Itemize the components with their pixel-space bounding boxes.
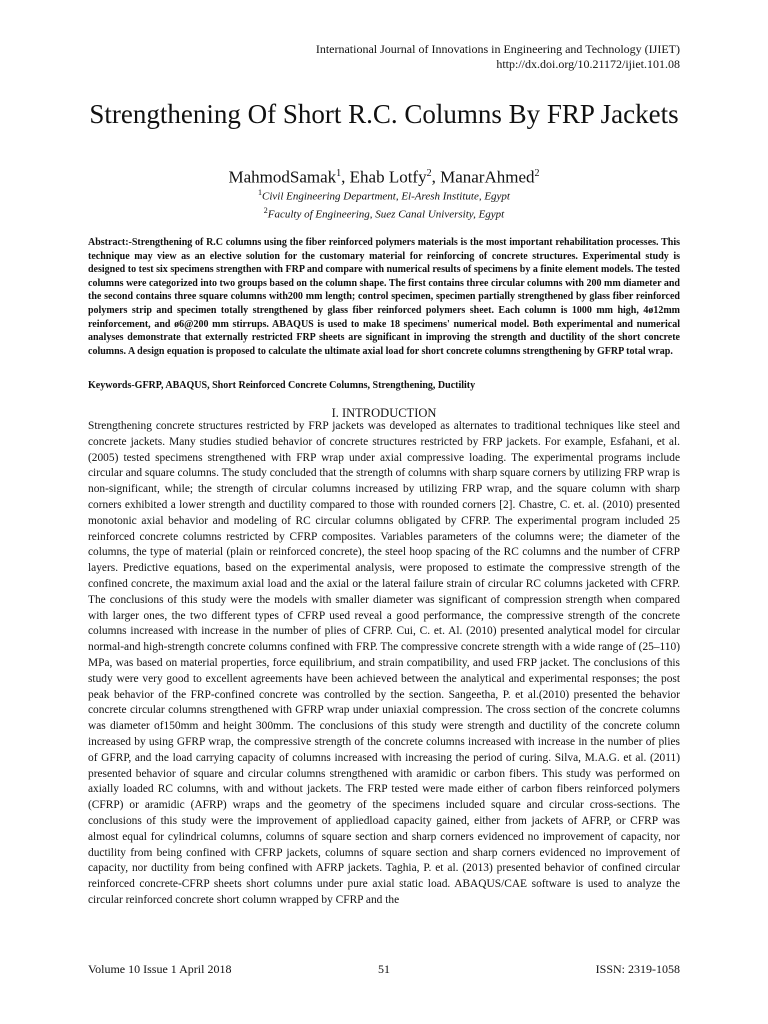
- affiliation-marker: 1: [258, 188, 263, 197]
- affiliation-text: Faculty of Engineering, Suez Canal University, Egypt: [267, 208, 505, 221]
- paper-title: Strengthening Of Short R.C. Columns By FRP Jackets: [89, 99, 679, 129]
- doi-link[interactable]: http://dx.doi.org/10.21172/ijiet.101.08: [496, 57, 680, 71]
- affiliation-text: Civil Engineering Department, El-Aresh Institute, Egypt: [262, 190, 510, 203]
- author-affiliation-marker: 2: [534, 168, 540, 179]
- page-footer: [88, 962, 680, 978]
- abstract: Abstract:-Strengthening of R.C columns using the fiber reinforced polymers materials is the most important rehabilitation processes. This technique may view as an elective solution for the customary material for reinforcing of concrete structures. Experimental study is designed to test six specimens strengthen with FRP and compare with numerical results of specimens by a finite element models. The tested columns were categorized into two groups based on the column shape. The first contains three circular columns with 200 mm diameter and the second contains three square columns with200 mm length; control specimen, specimen partially strengthened by glass fiber reinforced polymers strip and specimen totally strengthened by glass fiber reinforced polymers sheet. Each column is 1000 mm high, 4ø12mm reinforcement, and ø6@200 mm stirrups. ABAQUS is used to make 18 specimens' numerical model. Both experimental and numerical analyses demonstrate that externally restricted FRP sheets are significant in improving the strength and ductility of the short concrete columns. A design equation is proposed to calculate the ultimate axial load for short concrete columns strengthening by GFRP total wrap.: [88, 237, 680, 357]
- journal-name: International Journal of Innovations in Engineering and Technology (IJIET): [315, 42, 680, 56]
- affiliation-line: [88, 204, 680, 222]
- section-heading-introduction: I. INTRODUCTION: [331, 406, 437, 420]
- author-name: ManarAhmed: [440, 167, 535, 187]
- keywords: Keywords-GFRP, ABAQUS, Short Reinforced Concrete Columns, Strengthening, Ductility: [88, 380, 476, 391]
- affiliation-list: [88, 186, 680, 221]
- author-affiliation-marker: 2: [426, 168, 432, 179]
- author-affiliation-marker: 1: [336, 168, 342, 179]
- author-list: MahmodSamak$^1$, Ehab Lotfy$^2$, ManarAhmed$^2$: [228, 167, 540, 187]
- journal-header: [316, 42, 680, 72]
- footer-volume: Volume 10 Issue 1 April 2018: [88, 962, 232, 976]
- introduction-body: Strengthening concrete structures restricted by FRP jackets was developed as alternates to traditional techniques like steel and concrete jackets. Many studies studied behavior of concrete structures restricted by FRP jackets. For example, Esfahani, et al. (2005) tested specimens strengthened with FRP wrap under axial compressive loading. The experimental programs include circular and square columns. The study concluded that the strength of columns with sharp square corners by utilizing FRP wrap is non-significant, while; the strength of circular columns increased by utilizing FRP wrap, and the square column with sharp corners exhibited a lower strength and ductility compared to those with rounded corners [2]. Chastre, C. et. al. (2010) presented monotonic axial behavior and modeling of RC circular columns obligated by CFRP. The experimental program included 25 reinforced concrete columns restricted by CFRP composites. Variables parameters of the columns were; the diameter of the columns, the type of material (plain or reinforced concrete), the steel hoop spacing of the RC columns and the number of CFRP layers. Predictive equations, based on the experimental analysis, were proposed to estimate the compressive strength of the confined concrete, the maximum axial load and the axial or the lateral failure strain of circular RC columns jacketed with CFRP. The conclusions of this study were the models with smaller diameter was significant of compression strength when compared with larger ones, the two different types of CFRP used reveal a good performance, the compressive strength of the concrete columns increased with increase in the number of plies of CFRP. Cui, C. et. Al. (2010) presented analytical model for circular normal-and high-strength concrete columns confined with FRP. The compressive concrete strength with a wide range of (25–110) MPa, was based on material properties, force equilibrium, and strain compatibility, and used FRP jacket. The conclusions of this study were very good to excellent agreements have been achieved between the analytical and experimental responses; the post peak behavior of the FRP-confined concrete was controlled by the section. Sangeetha, P. et al.(2010) presented the behavior concrete circular columns strengthened with GFRP wrap under uniaxial compression. The cross section of the concrete columns was diameter of150mm and height 300mm. The conclusions of this study were strength and ductility of the concrete column increased by using GFRP wrap, the compressive strength of the concrete columns increased with increase in the number of plies of GFRP, and the load carrying capacity of columns increased with increasing the period of curing. Silva, M.A.G. et al. (2011) presented behavior of square and circular columns strengthened with aramidic or carbon fibers. This study was performed on axially loaded RC columns, with and without jackets. The FRP tested were made either of carbon fibers reinforced polymers (CFRP) or aramidic (AFRP) wraps and the geometry of the specimens included square and circular cross-sections. The conclusions of this study were the improvement of appliedload capacity gained, either from jackets of AFRP, or CFRP was almost equal for cylindrical columns, columns of square section and sharp corners evidenced no improvement of capacity, nor ductility from being confined with CFRP jackets, columns of square section and sharp corners evidenced no improvement of capacity, nor ductility from being confined with AFRP jackets. Taghia, P. et al. (2013) presented behavior of confined circular reinforced concrete-CFRP sheets short columns under pure axial static load. ABAQUS/CAE software is used to analyze the circular reinforced concrete short column wrapped by CFRP and the: [88, 420, 680, 906]
- affiliation-line: [88, 186, 680, 204]
- footer-page-number: 51: [378, 962, 390, 976]
- affiliation-marker: 2: [263, 205, 268, 215]
- footer-issn: ISSN: 2319-1058: [595, 962, 680, 976]
- author-name: Ehab Lotfy: [349, 167, 427, 187]
- author-name: MahmodSamak: [228, 167, 337, 187]
